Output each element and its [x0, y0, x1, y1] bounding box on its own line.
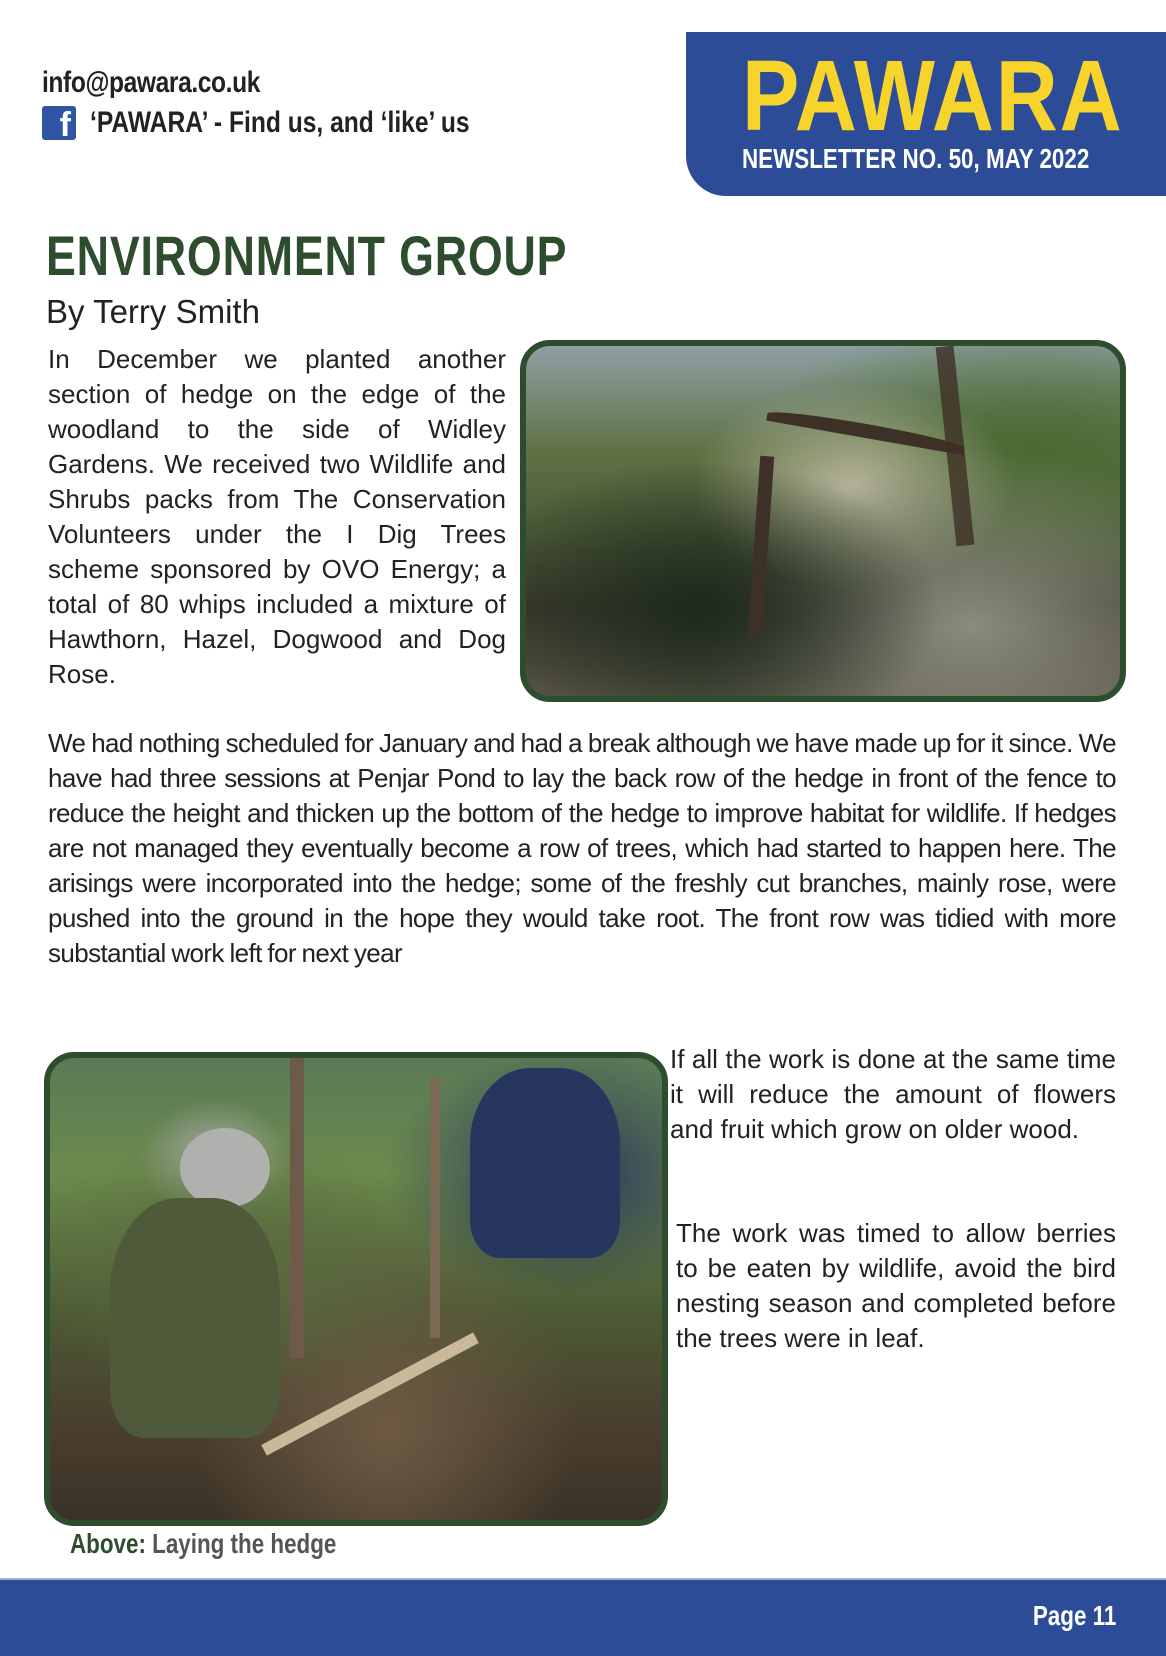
caption-text: Laying the hedge — [145, 1528, 337, 1559]
newsletter-issue: NEWSLETTER NO. 50, MAY 2022 — [742, 143, 1090, 174]
masthead — [686, 32, 1166, 196]
facebook-text: ‘PAWARA’ - Find us, and ‘like’ us — [90, 106, 470, 139]
facebook-line[interactable] — [42, 106, 553, 144]
page-number: Page 11 — [1032, 1600, 1116, 1631]
woodland-photo — [520, 340, 1126, 702]
email-link[interactable]: info@pawara.co.uk — [42, 66, 260, 99]
newsletter-title: PAWARA — [742, 40, 1124, 152]
paragraph-4: The work was timed to allow berries to be eaten by wildlife, avoid the bird nesting season and completed before the trees were in leaf. — [676, 1218, 1116, 1353]
page-footer — [0, 1578, 1166, 1656]
caption-label: Above: — [70, 1528, 146, 1559]
paragraph-1: In December we planted another section of hedge on the edge of the woodland to the side of Widley Gardens. We received two Wildlife and Shrubs packs from The Conservation Volunteers under the I Dig Trees scheme sponsored by OVO Energy; a total of 80 whips included a mixture of Hawthorn, Hazel, Dogwood and Dog Rose. — [48, 344, 506, 689]
contact-info — [42, 66, 553, 144]
paragraph-3: If all the work is done at the same time it will reduce the amount of flowers and fruit which grow on older wood. — [670, 1044, 1116, 1144]
hedge-laying-photo — [44, 1052, 668, 1526]
paragraph-2: We had nothing scheduled for January and had a break although we have made up for it since. We have had three sessions at Penjar Pond to lay the back row of the hedge in front of the fence to reduce the height and thicken up the bottom of the hedge to improve habitat for wildlife. If hedges are not managed they eventually become a row of trees, which had started to happen here. The arisings were incorporated into the hedge; some of the freshly cut branches, mainly rose, were pushed into the ground in the hope they would take root. The front row was tidied with more substantial work left for next year — [48, 728, 1116, 968]
article-byline: By Terry Smith — [46, 293, 260, 330]
facebook-icon[interactable]: f — [42, 106, 76, 140]
photo-caption — [70, 1528, 336, 1560]
article-title: ENVIRONMENT GROUP — [46, 224, 568, 287]
